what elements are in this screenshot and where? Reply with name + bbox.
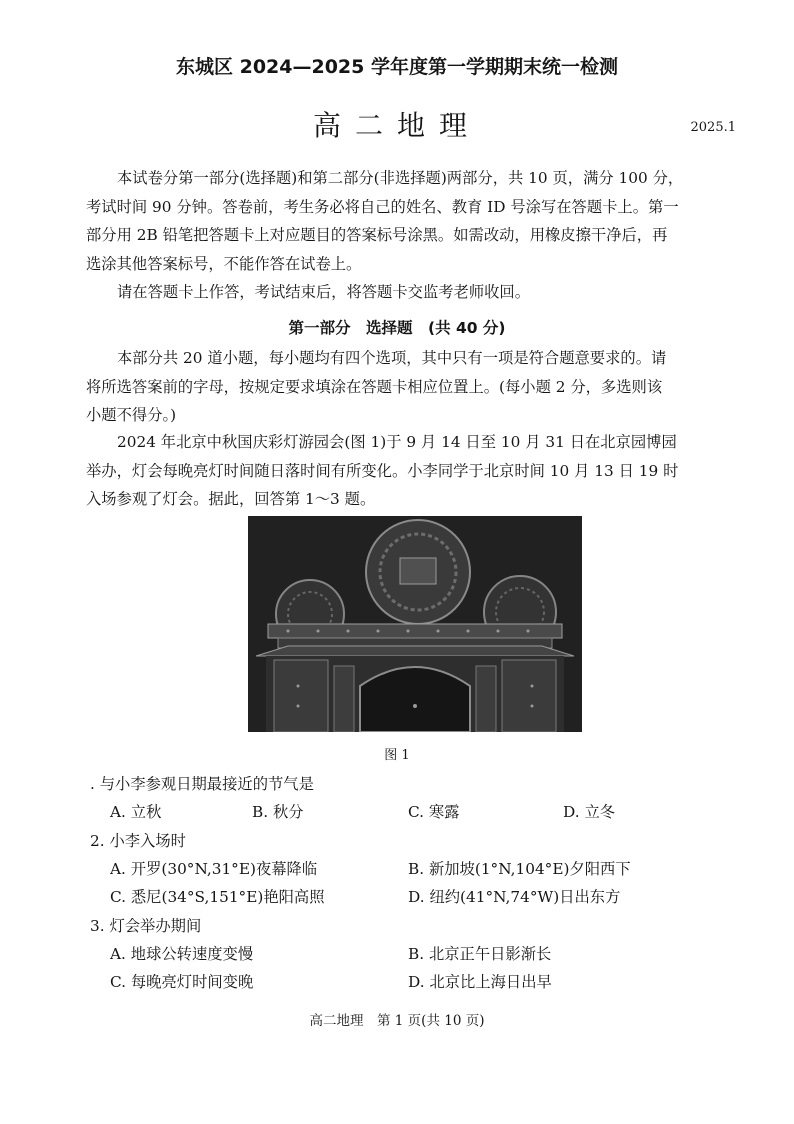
instructions <box>86 164 754 307</box>
question-3-stem: 3. 灯会举办期间 <box>90 917 202 935</box>
question-3-option-a[interactable]: A. 地球公转速度变慢 <box>110 945 254 963</box>
part1-intro <box>86 344 754 430</box>
question-1-option-a[interactable]: A. 立秋 <box>110 803 162 821</box>
part1-heading: 第一部分 选择题 (共 40 分) <box>288 319 506 337</box>
passage-line: 举办，灯会每晚亮灯时间随日落时间有所变化。小李同学于北京时间 10 月 13 日 19 时 <box>86 461 679 480</box>
question-2-option-a[interactable]: A. 开罗(30°N,31°E)夜幕降临 <box>110 860 318 878</box>
passage <box>86 428 754 514</box>
question-2-option-c[interactable]: C. 悉尼(34°S,151°E)艳阳高照 <box>110 888 325 906</box>
passage-line: 2024 年北京中秋国庆彩灯游园会(图 1)于 9 月 14 日至 10 月 31 日在北京园博园 <box>117 433 677 451</box>
instruction-line: 本试卷分第一部分(选择题)和第二部分(非选择题)两部分，共 10 页，满分 100 分， <box>117 169 684 187</box>
instruction-line: 考试时间 90 分钟。答卷前，考生务必将自己的姓名、教育 ID 号涂写在答题卡上。第一 <box>86 197 679 216</box>
intro-line: 小题不得分。) <box>86 406 177 424</box>
page-footer: 高二地理 第 1 页(共 10 页) <box>309 1013 485 1029</box>
question-1-option-d[interactable]: D. 立冬 <box>563 803 616 821</box>
figure-caption: 图 1 <box>384 748 410 763</box>
intro-line: 本部分共 20 道小题，每小题均有四个选项，其中只有一项是符合题意要求的。请 <box>117 349 667 367</box>
submit-note: 请在答题卡上作答，考试结束后，将答题卡交监考老师收回。 <box>117 283 531 301</box>
lantern-gate-illustration <box>248 516 582 732</box>
question-1-option-b[interactable]: B. 秋分 <box>252 803 304 821</box>
question-1-stem: . 与小李参观日期最接近的节气是 <box>90 775 314 793</box>
lantern-festival-photo <box>248 516 582 732</box>
instruction-line: 部分用 2B 铅笔把答题卡上对应题目的答案标号涂黑。如需改动，用橡皮擦干净后，再 <box>86 226 668 244</box>
passage-line: 入场参观了灯会。据此，回答第 1～3 题。 <box>86 490 376 508</box>
instruction-line: 选涂其他答案标号，不能作答在试卷上。 <box>86 254 362 273</box>
question-3-option-d[interactable]: D. 北京比上海日出早 <box>408 973 552 991</box>
question-2-option-b[interactable]: B. 新加坡(1°N,104°E)夕阳西下 <box>408 860 631 878</box>
intro-line: 将所选答案前的字母，按规定要求填涂在答题卡相应位置上。(每小题 2 分，多选则该 <box>86 377 663 396</box>
question-3-option-b[interactable]: B. 北京正午日影渐长 <box>408 945 552 963</box>
exam-date: 2025.1 <box>690 120 736 135</box>
question-1-option-c[interactable]: C. 寒露 <box>408 803 460 821</box>
question-2-stem: 2. 小李入场时 <box>90 832 186 850</box>
question-3-option-c[interactable]: C. 每晚亮灯时间变晚 <box>110 973 254 991</box>
subject-title: 高二地理 <box>312 109 481 142</box>
exam-title: 东城区 2024—2025 学年度第一学期期末统一检测 <box>176 56 618 78</box>
question-2-option-d[interactable]: D. 纽约(41°N,74°W)日出东方 <box>408 888 621 906</box>
